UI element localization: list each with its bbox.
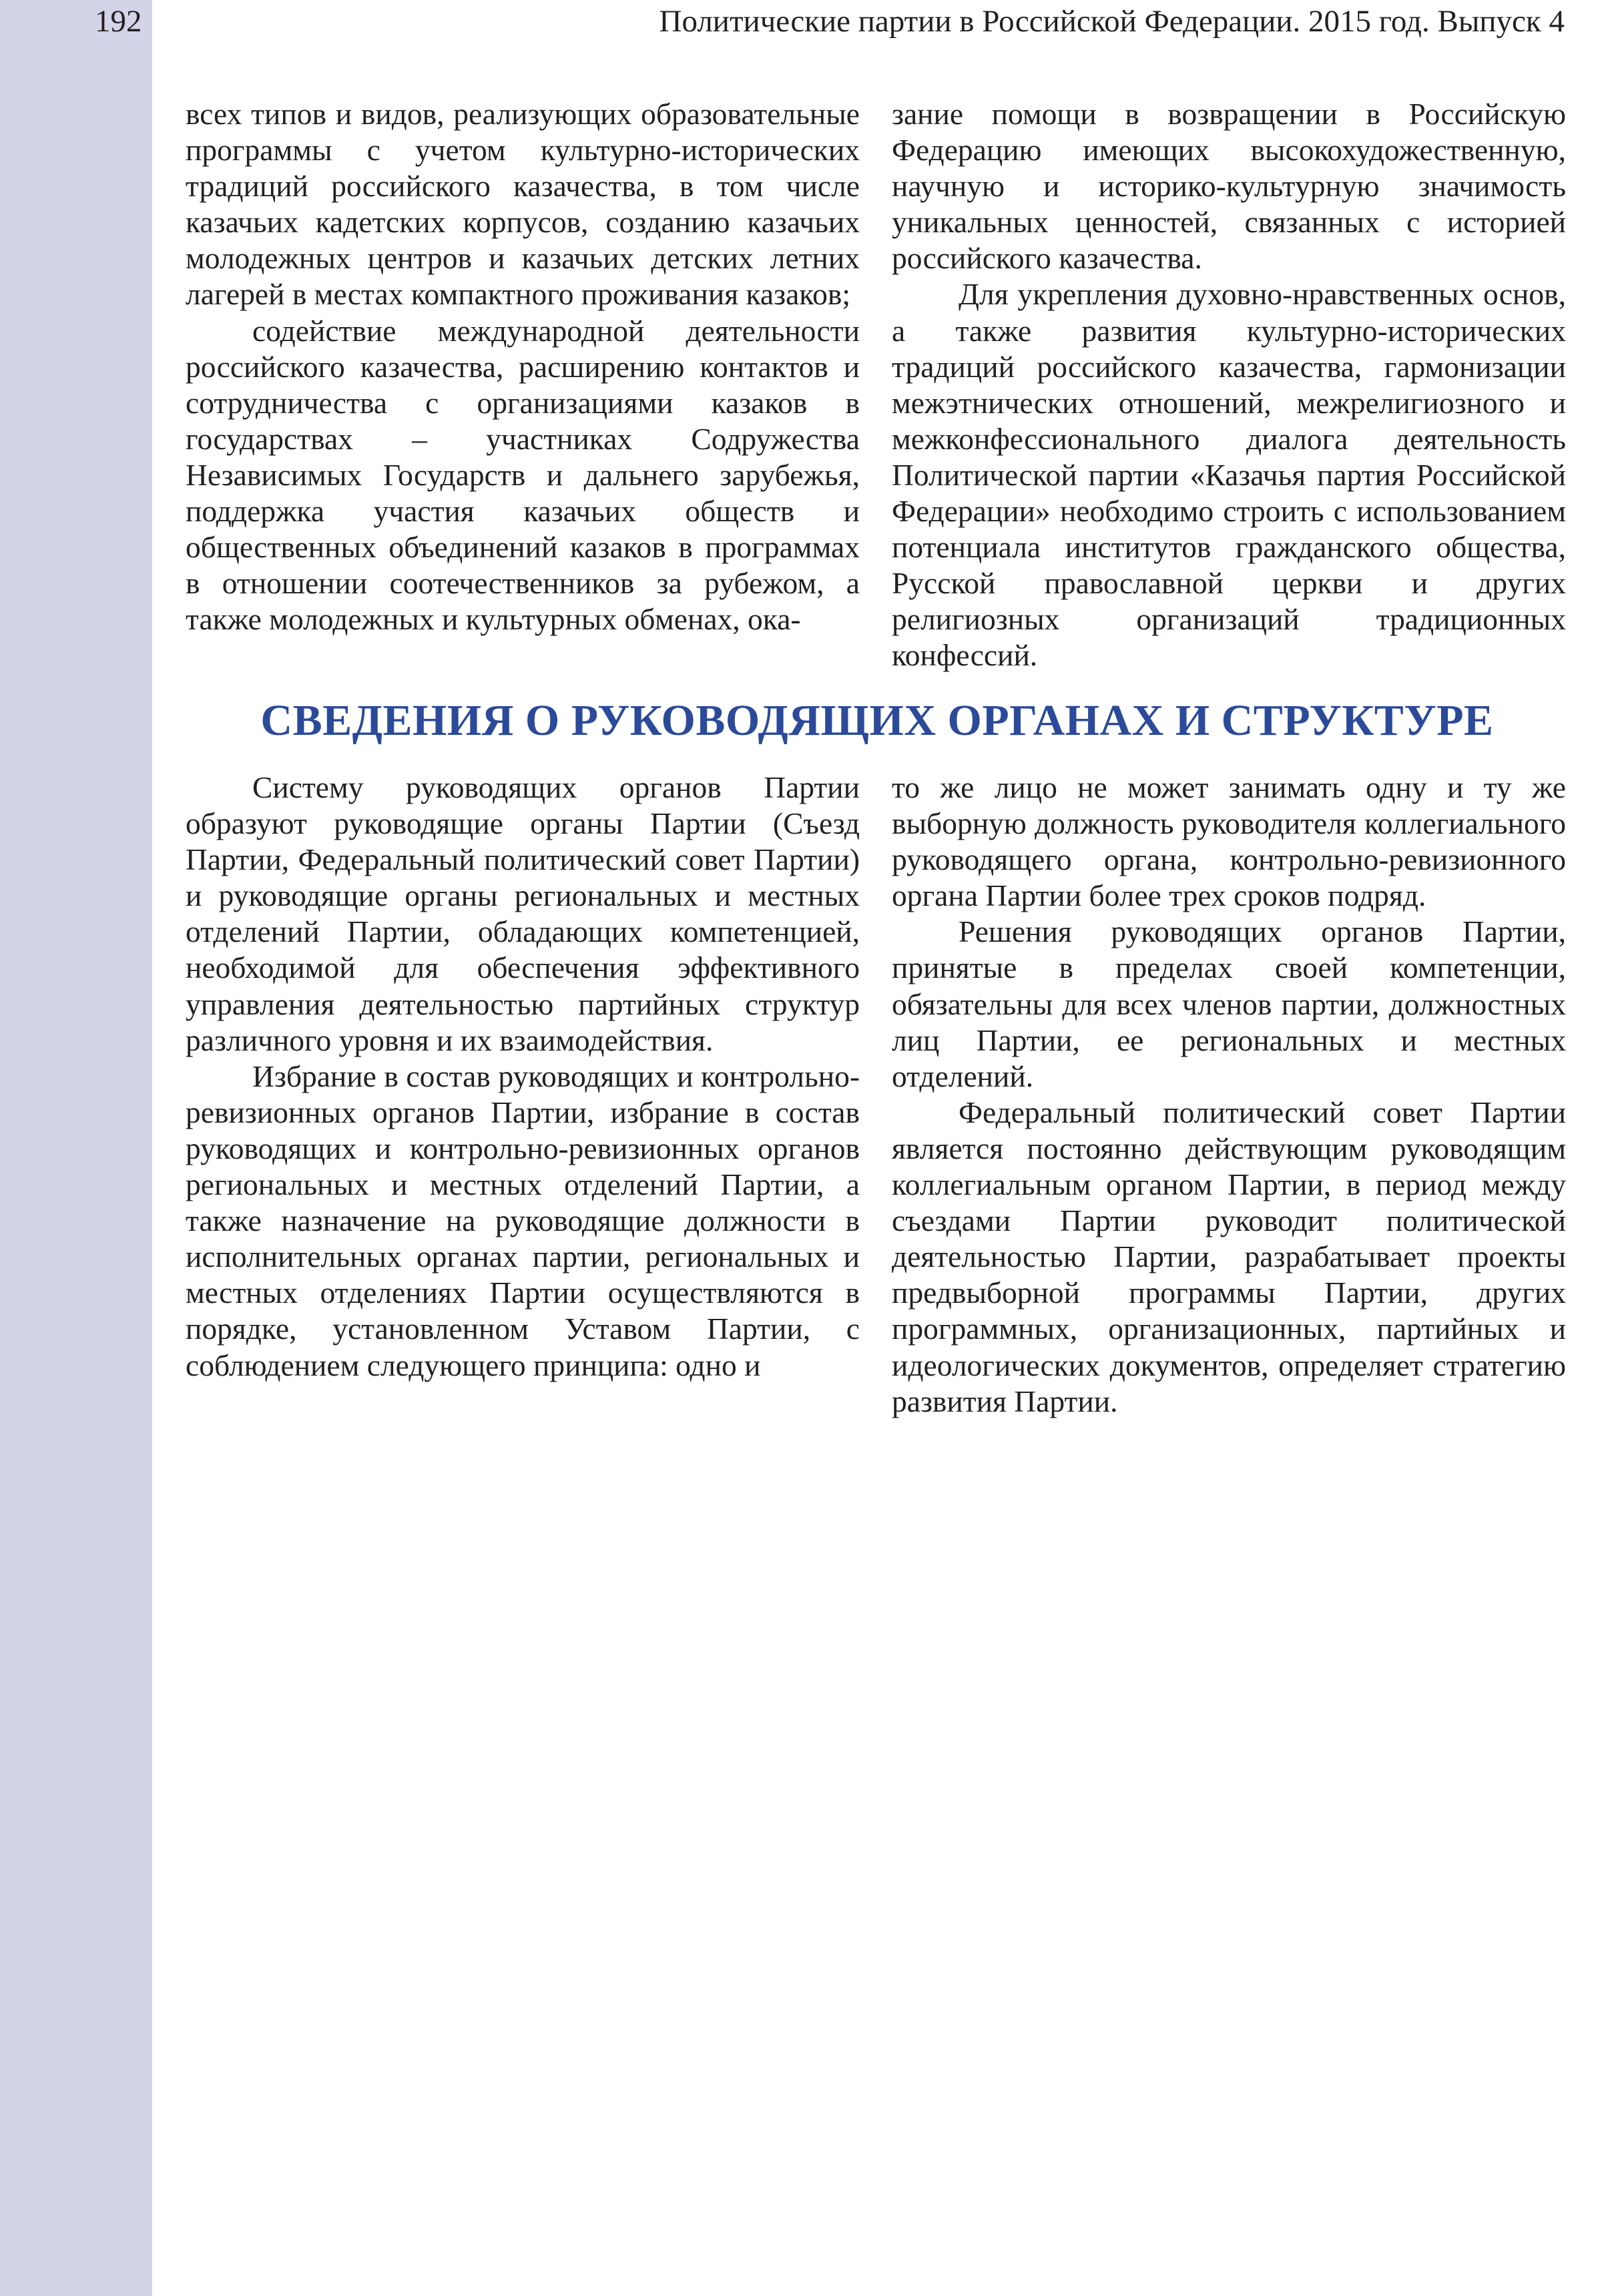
paragraph: содействие международной деятельности российского казачества, расширению контактов и сотрудничества с организациями казаков в государствах – участниках Содружества Независимых Государств и дальнего зарубежья, поддержка участия казачьих обществ и общественных объединений казаков в программах в отношении соотечественников за рубежом, а также молодежных и культурных обменах, ока-	[186, 313, 860, 637]
paragraph: зание помощи в возвращении в Российскую Федерацию имеющих высокохудожественную, научную и историко-культурную значимость уникальных ценностей, связанных с историей российского казачества.	[892, 97, 1566, 276]
paragraph: Решения руководящих органов Партии, принятые в пределах своей компетенции, обязательны для всех членов партии, должностных лиц Партии, ее региональных и местных отделений.	[892, 914, 1566, 1093]
paragraph: Избрание в состав руководящих и контрольно-ревизионных органов Партии, избрание в состав руководящих и контрольно-ревизионных органов региональных и местных отделений Партии, а также назначение на руководящие должности в исполнительных органах партии, региональных и местных отделениях Партии осуществляются в порядке, установленном Уставом Партии, с соблюдением следующего принципа: одно и	[186, 1059, 860, 1382]
section-right-column	[892, 770, 1566, 1420]
page-margin-band	[0, 0, 152, 2296]
paragraph: то же лицо не может занимать одну и ту же выборную должность руководителя коллегиального руководящего органа, контрольно-ревизионного органа Партии более трех сроков подряд.	[892, 770, 1566, 913]
section-heading: СВЕДЕНИЯ О РУКОВОДЯЩИХ ОРГАНАХ И СТРУКТУРЕ	[260, 696, 1494, 745]
top-left-column	[186, 96, 860, 637]
paragraph: Для укрепления духовно-нравственных основ, а также развития культурно-исторических традиций российского казачества, гармонизации межэтнических отношений, межрелигиозного и межконфессионального диалога деятельность Политической партии «Казачья партия Российской Федерации» необходимо строить с использованием потенциала институтов гражданского общества, Русской православной церкви и других религиозных организаций традиционных конфессий.	[892, 277, 1566, 673]
top-right-column	[892, 96, 1566, 674]
paragraph: Федеральный политический совет Партии является постоянно действующим руководящим коллегиальным органом Партии, в период между съездами Партии руководит политической деятельностью Партии, разрабатывает проекты предвыборной программы Партии, других программных, организационных, партийных и идеологических документов, определяет стратегию развития Партии.	[892, 1095, 1566, 1418]
paragraph: Систему руководящих органов Партии образуют руководящие органы Партии (Съезд Партии, Федеральный политический совет Партии) и руководящие органы региональных и местных отделений Партии, обладающих компетенцией, необходимой для обеспечения эффективного управления деятельностью партийных структур различного уровня и их взаимодействия.	[186, 770, 860, 1057]
running-header-title: Политические партии в Российской Федерации. 2015 год. Выпуск 4	[659, 4, 1565, 39]
page-number: 192	[95, 4, 142, 39]
paragraph: всех типов и видов, реализующих образовательные программы с учетом культурно-исторических традиций российского казачества, в том числе казачьих кадетских корпусов, созданию казачьих молодежных центров и казачьих детских летних лагерей в местах компактного проживания казаков;	[186, 97, 860, 312]
section-left-column	[186, 770, 860, 1384]
